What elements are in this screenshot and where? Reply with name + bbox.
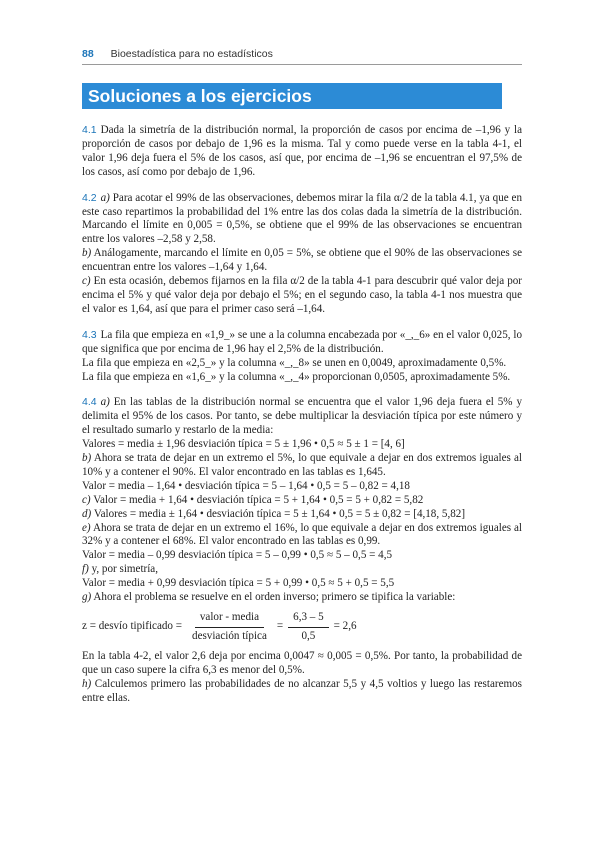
- section-banner: [82, 83, 502, 109]
- fraction-denominator: 0,5: [301, 629, 316, 642]
- fraction-definition: [187, 611, 272, 644]
- part-label: f): [82, 563, 89, 576]
- equation-line: Valor = media – 1,64 • desviación típica = 5 – 1,64 • 0,5 = 5 – 0,82 = 4,18: [82, 479, 410, 492]
- running-header: [82, 48, 522, 60]
- exercise-number: 4.3: [82, 328, 97, 341]
- banner-bar: [466, 83, 471, 109]
- part-label: e): [82, 521, 91, 534]
- exercise-number: 4.4: [82, 396, 97, 409]
- paragraph: [82, 591, 522, 605]
- fraction-numerator: 6,3 – 5: [288, 611, 329, 628]
- part-label: b): [82, 452, 92, 465]
- solution-4-1: [82, 124, 522, 180]
- banner-bar: [494, 83, 499, 109]
- paragraph-text: y, por simetría,: [91, 563, 159, 576]
- part-label: h): [82, 677, 92, 690]
- part-label: a): [100, 191, 110, 204]
- banner-bar: [480, 83, 485, 109]
- fraction-values: [288, 611, 329, 644]
- formula-lhs: z = desvío tipificado =: [82, 620, 183, 633]
- paragraph-text: Para acotar el 99% de las observaciones, debemos mirar la fila α/2 de la tabla 4.1, ya que en este caso repartimos la probabilidad del 1% entre las dos colas dada la simetría de la distribución. Marcando el límite en 0,005 = 0,5%, se obtiene que el 99% de las observaciones se encuentran entre los valores –2,58 y 2,58.: [82, 191, 522, 246]
- z-score-formula: [82, 611, 522, 644]
- equation-line: Valor = media – 0,99 desviación típica = 5 – 0,99 • 0,5 ≈ 5 – 0,5 = 4,5: [82, 549, 393, 562]
- banner-bars-decoration: [466, 83, 499, 109]
- paragraph-text: Calculemos primero las probabilidades de no alcanzar 5,5 y 4,5 voltios y luego las restaremos entre ellas.: [82, 677, 522, 704]
- part-label: c): [82, 493, 91, 506]
- section-title: Soluciones a los ejercicios: [88, 86, 312, 106]
- paragraph-text: Dada la simetría de la distribución normal, la proporción de casos por encima de –1,96 y la proporción de casos por debajo de 1,96 es la misma. Tal y como puede verse en la tabla 4-1, el valor 1,96 deja fuera el 5% de los casos, así que, por encima de –1,96 se encuentran el 97,5% de los casos, así como por debajo de 1,96.: [82, 124, 522, 178]
- paragraph-text: En esta ocasión, debemos fijarnos en la fila α/2 de la tabla 4-1 para descubrir qué valor deja por encima el 5% y qué valor deja por debajo el 5%; en el segundo caso, la tabla 4-1 nos muestra que el valor es 1,64, así que para el primer caso será –1,64.: [82, 275, 522, 315]
- paragraph: [82, 275, 522, 317]
- equals-sign: =: [276, 620, 284, 633]
- paragraph-text: Ahora se trata de dejar en un extremo el 16%, lo que equivale a dejar en dos extremos iguales al 32% y a contener el 68%. El valor encontrado en las tablas es 0,99.: [82, 521, 522, 548]
- paragraph: En la tabla 4-2, el valor 2,6 deja por encima 0,0047 ≈ 0,005 = 0,5%. Por tanto, la probabilidad de que un caso supere la cifra 6,3 es menor del 0,5%.: [82, 649, 522, 676]
- paragraph-text: En las tablas de la distribución normal se encuentra que el valor 1,96 deja fuera el 5% y delimita el 95% de los casos. Por tanto, se debe multiplicar la desviación típica por este número y el resultado sumarlo y restarlo de la media:: [82, 396, 522, 437]
- paragraph: La fila que empieza en «1,6_» y la columna «_,_4» proporcionan 0,0505, aproximadamente 5%.: [82, 370, 511, 383]
- paragraph: [82, 124, 522, 180]
- fraction-denominator: desviación típica: [192, 629, 267, 642]
- paragraph: [82, 563, 522, 577]
- equation-line: [82, 508, 522, 522]
- book-title: Bioestadística para no estadísticos: [110, 48, 273, 60]
- part-label: d): [82, 507, 92, 520]
- page-number: 88: [82, 48, 94, 60]
- part-label: g): [82, 591, 92, 604]
- paragraph-text: La fila que empieza en «1,9_» se une a la columna encabezada por «_,_6» en el valor 0,025, lo que significa que por encima de 1,96 hay el 2,5% de la distribución.: [82, 328, 522, 355]
- equation-text: Valores = media ± 1,64 • desviación típica = 5 ± 1,64 • 0,5 = 5 ± 0,82 = [4,18, 5,82]: [93, 507, 466, 520]
- formula-result: = 2,6: [333, 620, 357, 633]
- paragraph: [82, 678, 522, 706]
- solution-4-3: [82, 329, 522, 385]
- paragraph-text: Análogamente, marcando el límite en 0,05 = 5%, se obtiene que el 90% de las observaciones se encuentran entre los valores –1,64 y 1,64.: [82, 247, 522, 274]
- paragraph: [82, 247, 522, 275]
- paragraph: [82, 329, 522, 357]
- banner-bar: [487, 83, 492, 109]
- part-label: b): [82, 247, 92, 260]
- equation-line: Valor = media + 0,99 desviación típica = 5 + 0,99 • 0,5 ≈ 5 + 0,5 = 5,5: [82, 577, 395, 590]
- paragraph: [82, 452, 522, 480]
- paragraph: [82, 396, 522, 438]
- fraction-numerator: valor - media: [195, 611, 264, 628]
- paragraph-text: Ahora el problema se resuelve en el orden inverso; primero se tipifica la variable:: [93, 591, 456, 604]
- paragraph-text: Ahora se trata de dejar en un extremo el 5%, lo que equivale a dejar en dos extremos iguales al 10% y a contener el 90%. El valor encontrado en las tablas es 1,645.: [82, 452, 522, 478]
- banner-bar: [473, 83, 478, 109]
- solutions-body: [82, 124, 522, 717]
- equation-line: Valores = media ± 1,96 desviación típica = 5 ± 1,96 • 0,5 ≈ 5 ± 1 = [4, 6]: [82, 438, 405, 451]
- equation-text: Valor = media + 1,64 • desviación típica = 5 + 1,64 • 0,5 = 5 + 0,82 = 5,82: [93, 493, 424, 506]
- paragraph: La fila que empieza en «2,5_» y la columna «_,_8» se unen en 0,0049, aproximadamente 0,5%.: [82, 356, 507, 369]
- exercise-number: 4.1: [82, 124, 97, 136]
- paragraph: [82, 192, 522, 248]
- solution-4-2: [82, 192, 522, 317]
- equation-line: [82, 494, 522, 508]
- part-label: c): [82, 275, 91, 288]
- part-label: a): [100, 396, 110, 409]
- header-rule: [82, 64, 522, 65]
- exercise-number: 4.2: [82, 191, 97, 204]
- solution-4-4: [82, 396, 522, 705]
- paragraph: [82, 522, 522, 550]
